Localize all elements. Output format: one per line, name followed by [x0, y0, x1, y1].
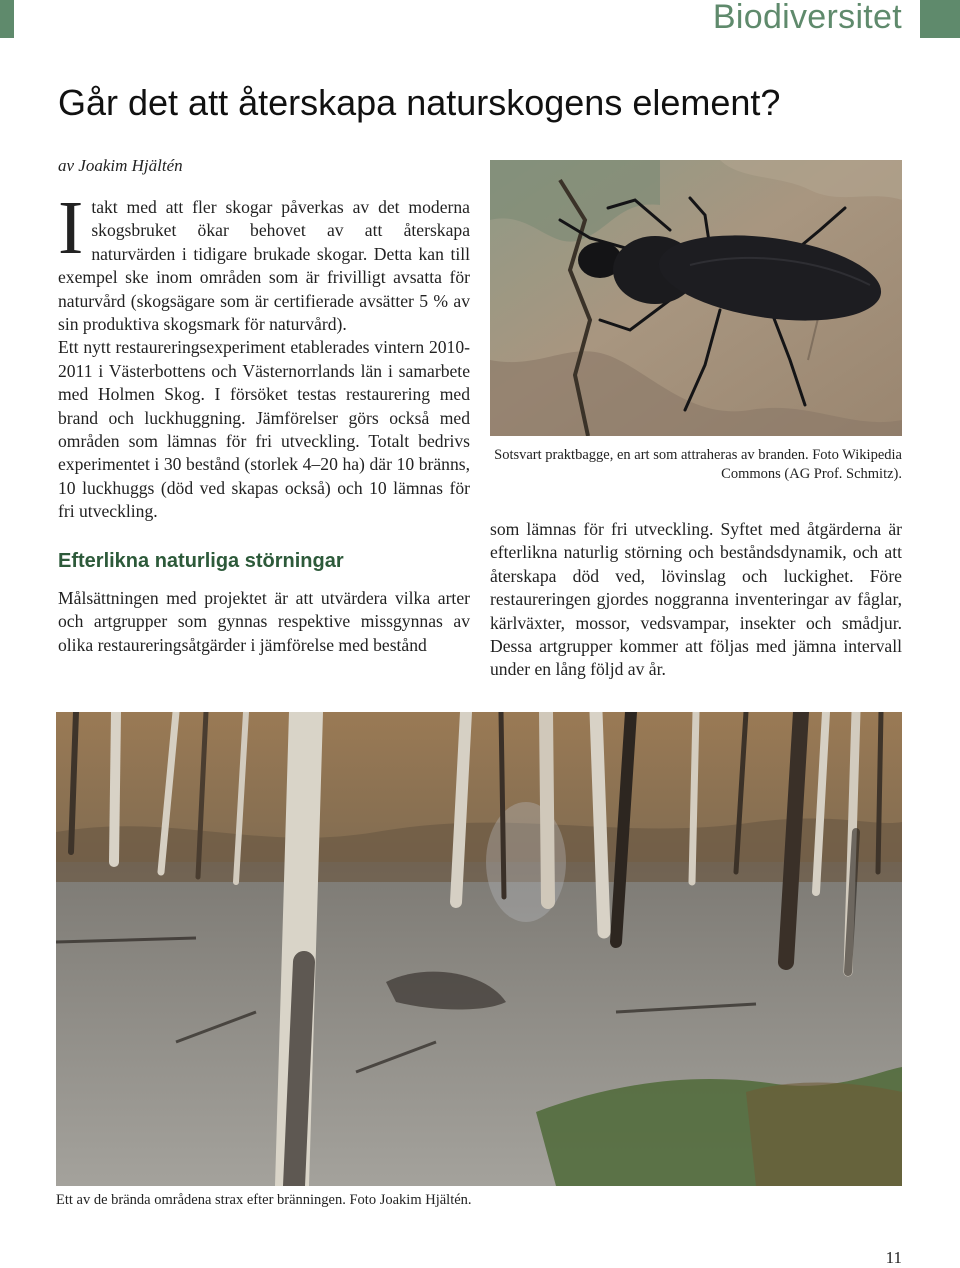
- purpose-paragraph: som lämnas för fri utveckling. Syftet med åtgärderna är efterlikna naturlig störning och beståndsdynamik, och att återskapa död ved, lövinslag och luckighet. Före restaureringen gjordes noggranna inventeringar av fåglar, kärlväxter, mossor, vedsvampar, insekter och smådjur. Dessa artgrupper kommer att följas med jämna intervall under en lång följd av år.: [490, 519, 902, 680]
- article-title: Går det att återskapa naturskogens element?: [58, 82, 781, 123]
- intro-text: takt med att fler skogar påverkas av det moderna skogsbruket ökar behovet av att återskapa naturvärden i tidigare brukade skogar. Detta kan till exempel ske inom områden som är frivilligt avsatta för naturvård (skogsägare som är certifierade avsätter 5 % av sin produktiva skogsmark för naturvård).: [58, 197, 470, 335]
- beetle-caption: Sotsvart praktbagge, en art som attraheras av branden. Foto Wikipedia Commons (AG Prof. Schmitz).: [494, 447, 902, 482]
- right-column: [490, 518, 902, 682]
- page-number: 11: [885, 1248, 902, 1267]
- experiment-paragraph: Ett nytt restaureringsexperiment etablerades vintern 2010-2011 i Västerbottens och Västernorrlands län i samarbete med Holmen Skog. I försöket testas restaurering med brand och luckhuggning. Jämförelser görs också med områden som lämnas för fri utveckling. Totalt bedrivs experimentet i 30 bestånd (storlek 4–20 ha) där 10 bränns, 10 luckhuggs (död ved skapas också) och 10 lämnas för fri utveckling.: [58, 337, 470, 522]
- subheading: Efterlikna naturliga störningar: [58, 549, 344, 572]
- section-label: Biodiversitet: [712, 0, 902, 36]
- drop-cap: I: [58, 186, 84, 270]
- left-color-tab: [0, 0, 14, 38]
- right-color-tab: [920, 0, 960, 38]
- goal-paragraph: Målsättningen med projektet är att utvärdera vilka arter och artgrupper som gynnas respektive missgynnas av olika restaureringsåtgärder i jämförelse med bestånd: [58, 587, 470, 655]
- burned-forest-photo: [56, 712, 902, 1186]
- beetle-photo: [490, 160, 902, 436]
- left-column: [58, 186, 470, 657]
- byline: av Joakim Hjältén: [58, 156, 183, 175]
- forest-caption: Ett av de brända områdena strax efter bränningen. Foto Joakim Hjältén.: [56, 1192, 472, 1208]
- intro-paragraph: [58, 186, 470, 336]
